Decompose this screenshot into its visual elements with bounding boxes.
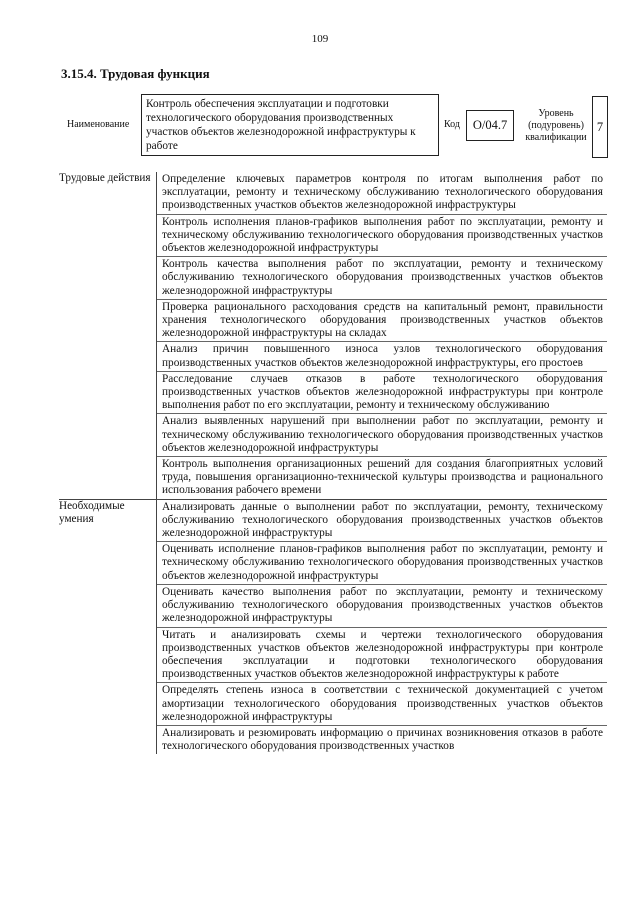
page-number: 109 <box>311 33 329 45</box>
level-label: Уровень (подуровень) квалификации <box>525 108 587 143</box>
labor-action-item: Проверка рационального расходования средств на капитальный ремонт, правильности хранения технологического оборудования производственных участков объектов железнодорожной инфраструктуры на складах <box>157 300 607 343</box>
required-skills-row <box>59 499 607 754</box>
skill-item: Анализировать и резюмировать информацию о причинах возникновения отказов в работе технологического оборудования производственных участков <box>162 726 603 753</box>
level-box: 7 <box>592 96 608 158</box>
required-skills-label: Необходимые умения <box>59 499 157 754</box>
labor-action-item: Определение ключевых параметров контроля по итогам выполнения работ по эксплуатации, ремонту и техническому обслуживанию технологического оборудования производственных участков объектов железнодорожной инфраструктуры <box>157 172 607 215</box>
code-label: Код <box>444 119 460 130</box>
labor-action-item: Анализ выявленных нарушений при выполнении работ по эксплуатации, ремонту и техническому обслуживанию технологического оборудования производственных участков объектов железнодорожной инфраструктуры <box>157 414 607 457</box>
skill-item: Читать и анализировать схемы и чертежи технологического оборудования производственных участков объектов железнодорожной инфраструктуры при контроле обеспечения эксплуатации и подготовки технологического оборудования производственных участков объектов железнодорожной инфраструктуры к работе <box>157 628 607 684</box>
section-title: 3.15.4. Трудовая функция <box>61 66 210 81</box>
labor-action-item: Контроль выполнения организационных решений для создания благоприятных условий труда, повышения организационно-технической культуры производства и рационального использования рабочего времени <box>162 458 603 497</box>
function-name-box: Контроль обеспечения эксплуатации и подготовки технологического оборудования производственных участков объектов железнодорожной инфраструктуры к работе <box>141 94 439 156</box>
labor-action-item: Расследование случаев отказов в работе технологического оборудования производственных участков объектов железнодорожной инфраструктуры при контроле выполнения работ по его эксплуатации, ремонту и техническому обслуживанию <box>157 372 607 415</box>
labor-action-item: Контроль исполнения планов-графиков выполнения работ по эксплуатации, ремонту и техническому обслуживанию технологического оборудования производственных участков объектов железнодорожной инфраструктуры <box>157 215 607 258</box>
function-table <box>59 172 607 754</box>
required-skills-list <box>157 499 608 754</box>
skill-item: Анализировать данные о выполнении работ по эксплуатации, ремонту, техническому обслуживанию технологического оборудования производственных участков объектов железнодорожной инфраструктуры <box>157 500 607 543</box>
skill-item: Оценивать качество выполнения работ по эксплуатации, ремонту и техническому обслуживанию технологического оборудования производственных участков объектов железнодорожной инфраструктуры <box>157 585 607 628</box>
labor-actions-row <box>59 172 607 499</box>
name-label: Наименование <box>67 119 130 130</box>
labor-actions-label: Трудовые действия <box>59 172 151 184</box>
labor-action-item: Анализ причин повышенного износа узлов технологического оборудования производственных участков объектов железнодорожной инфраструктуры, его простоев <box>157 342 607 371</box>
code-box: О/04.7 <box>466 110 514 141</box>
labor-action-item: Контроль качества выполнения работ по эксплуатации, ремонту и техническому обслуживанию технологического оборудования производственных участков объектов железнодорожной инфраструктуры <box>157 257 607 300</box>
labor-actions-list <box>157 172 608 499</box>
skill-item: Определять степень износа в соответствии с технической документацией с учетом амортизации технологического оборудования производственных участков объектов железнодорожной инфраструктуры <box>157 683 607 726</box>
skill-item: Оценивать исполнение планов-графиков выполнения работ по эксплуатации, ремонту и техническому обслуживанию технологического оборудования производственных участков объектов железнодорожной инфраструктуры <box>157 542 607 585</box>
